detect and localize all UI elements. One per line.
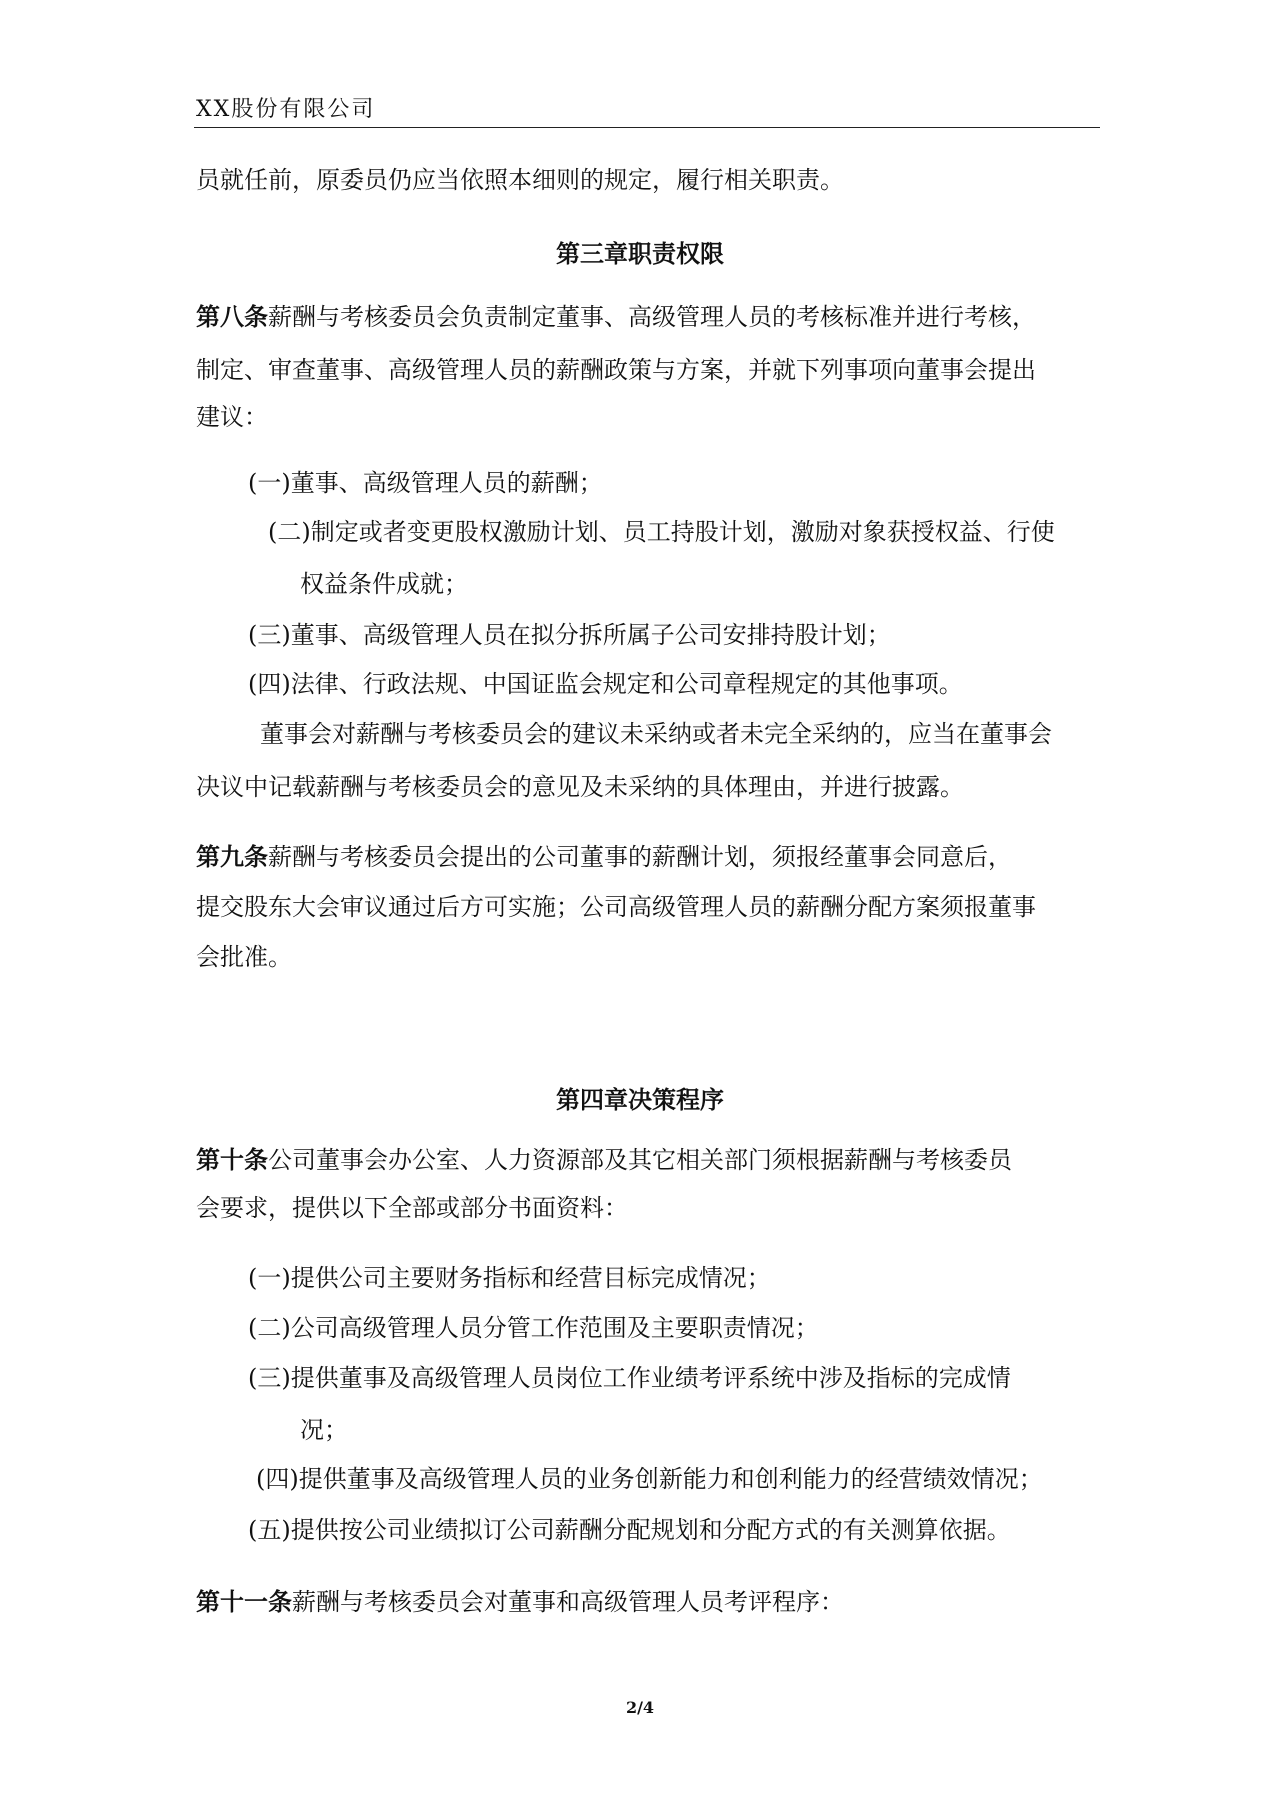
article-10-item-5: (五)提供按公司业绩拟订公司薪酬分配规划和分配方式的有关测算依据。: [248, 1516, 1011, 1544]
article-8-paragraph-line-2: 决议中记载薪酬与考核委员会的意见及未采纳的具体理由，并进行披露。: [196, 773, 964, 801]
article-8-line-3: 建议：: [196, 403, 268, 431]
article-8-item-2: (二)制定或者变更股权激励计划、员工持股计划，激励对象获授权益、行使: [268, 518, 1055, 546]
article-11-label: 第十一条: [196, 1587, 292, 1616]
article-10-item-2: (二)公司高级管理人员分管工作范围及主要职责情况；: [248, 1314, 819, 1342]
article-8-line-2: 制定、审查董事、高级管理人员的薪酬政策与方案，并就下列事项向董事会提出: [196, 356, 1036, 384]
article-10-item-3-cont: 况；: [300, 1416, 348, 1444]
chapter-3-title: 第三章职责权限: [556, 239, 724, 268]
article-8-item-4: (四)法律、行政法规、中国证监会规定和公司章程规定的其他事项。: [248, 670, 963, 698]
article-9-line-3: 会批准。: [196, 943, 292, 971]
chapter-4-title: 第四章决策程序: [556, 1085, 724, 1114]
article-10-label: 第十条: [196, 1145, 268, 1174]
article-8-paragraph-line-1: 董事会对薪酬与考核委员会的建议未采纳或者未完全采纳的，应当在董事会: [260, 720, 1052, 748]
article-9-line-2: 提交股东大会审议通过后方可实施；公司高级管理人员的薪酬分配方案须报董事: [196, 893, 1036, 921]
page-number: 2/4: [625, 1698, 655, 1717]
article-10-line-2: 会要求，提供以下全部或部分书面资料：: [196, 1194, 628, 1222]
article-10-item-1: (一)提供公司主要财务指标和经营目标完成情况；: [248, 1264, 771, 1292]
article-10-line-1: 第十条公司董事会办公室、人力资源部及其它相关部门须根据薪酬与考核委员: [196, 1145, 1012, 1174]
article-9-label: 第九条: [196, 842, 268, 871]
article-11-line-1: 第十一条薪酬与考核委员会对董事和高级管理人员考评程序：: [196, 1587, 844, 1616]
header-divider: [194, 127, 1100, 128]
company-header: XX股份有限公司: [196, 97, 376, 122]
article-8-item-3: (三)董事、高级管理人员在拟分拆所属子公司安排持股计划；: [248, 621, 891, 649]
carryover-line: 员就任前，原委员仍应当依照本细则的规定，履行相关职责。: [196, 166, 844, 194]
article-8-line-1: 第八条薪酬与考核委员会负责制定董事、高级管理人员的考核标准并进行考核，: [196, 302, 1036, 331]
article-8-label: 第八条: [196, 302, 268, 331]
article-9-line-1: 第九条薪酬与考核委员会提出的公司董事的薪酬计划，须报经董事会同意后，: [196, 842, 1012, 871]
article-10-item-3: (三)提供董事及高级管理人员岗位工作业绩考评系统中涉及指标的完成情: [248, 1364, 1011, 1392]
article-8-item-2-cont: 权益条件成就；: [300, 570, 468, 598]
article-8-item-1: (一)董事、高级管理人员的薪酬；: [248, 469, 603, 497]
article-10-item-4: (四)提供董事及高级管理人员的业务创新能力和创利能力的经营绩效情况；: [256, 1465, 1043, 1493]
